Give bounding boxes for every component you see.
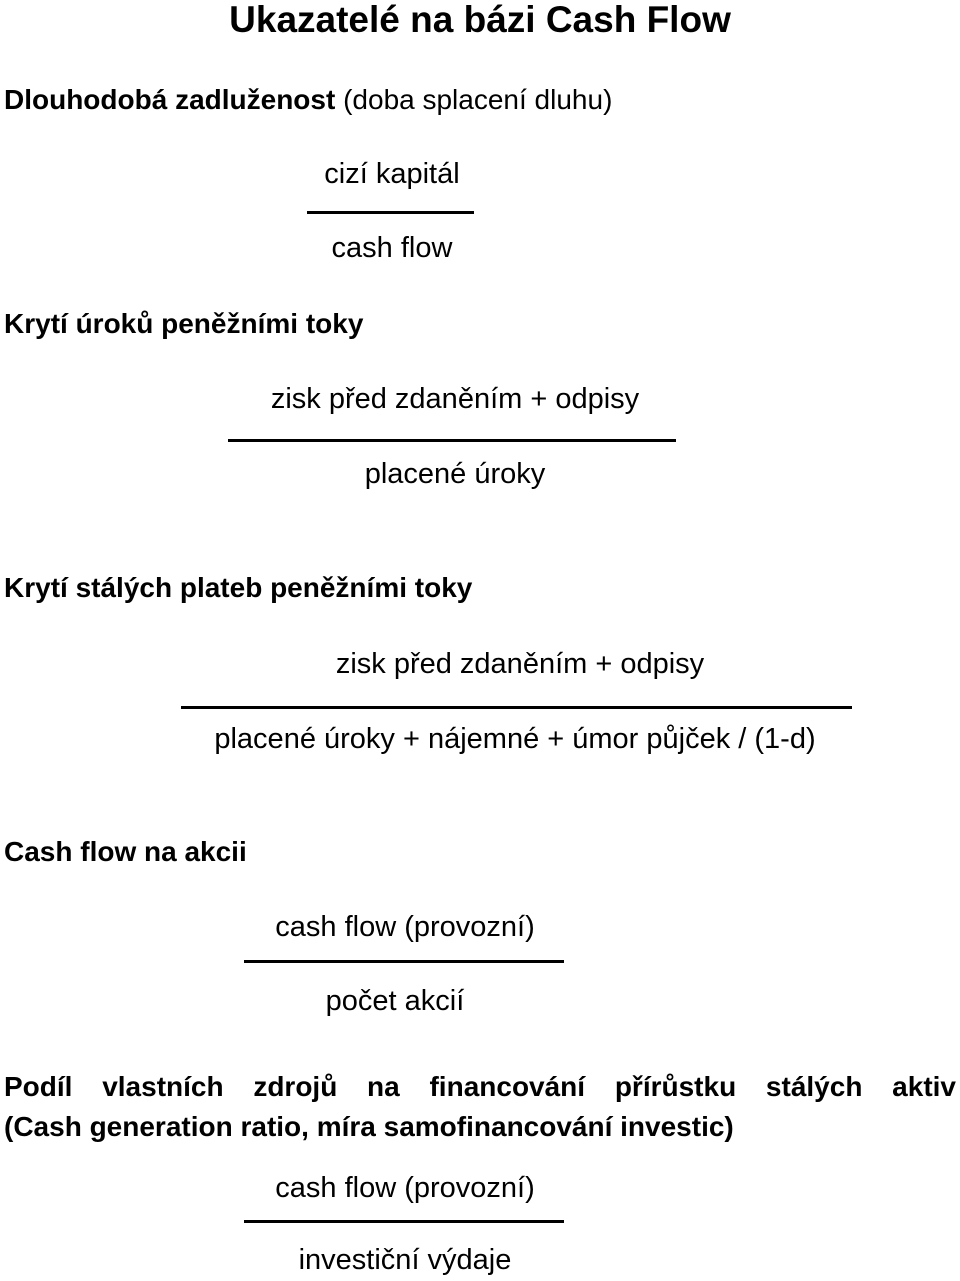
formula-numerator: zisk před zdaněním + odpisy — [270, 383, 640, 415]
section-heading-cash-generation-ratio — [4, 1067, 956, 1147]
fraction-line — [244, 1220, 564, 1223]
section-heading-interest-coverage: Krytí úroků peněžními toky — [4, 308, 364, 339]
section-heading-line1: Podíl vlastních zdrojů na financování přírůstku stálých aktiv — [4, 1071, 956, 1102]
formula-denominator: počet akcií — [325, 985, 465, 1017]
section-heading-cash-flow-per-share: Cash flow na akcii — [4, 836, 247, 867]
formula-denominator: investiční výdaje — [298, 1244, 512, 1276]
fraction-line — [307, 211, 474, 214]
formula-numerator: zisk před zdaněním + odpisy — [335, 648, 705, 680]
formula-denominator: placené úroky — [364, 458, 546, 490]
section-heading-note: (doba splacení dluhu) — [343, 84, 613, 115]
fraction-line — [244, 960, 564, 963]
section-heading-line2: (Cash generation ratio, míra samofinancování investic) — [4, 1111, 734, 1142]
formula-numerator: cash flow (provozní) — [275, 911, 535, 943]
fraction-line — [181, 706, 852, 709]
formula-denominator: cash flow — [331, 232, 453, 264]
formula-numerator: cizí kapitál — [324, 158, 460, 190]
section-heading-long-term-debt — [4, 84, 612, 116]
formula-denominator: placené úroky + nájemné + úmor půjček / (1-d) — [214, 723, 816, 755]
formula-numerator: cash flow (provozní) — [275, 1172, 535, 1204]
section-heading-text: Dlouhodobá zadluženost — [4, 84, 336, 115]
page-title: Ukazatelé na bázi Cash Flow — [229, 0, 731, 40]
fraction-line — [228, 439, 676, 442]
section-heading-fixed-payments-coverage: Krytí stálých plateb peněžními toky — [4, 572, 473, 603]
